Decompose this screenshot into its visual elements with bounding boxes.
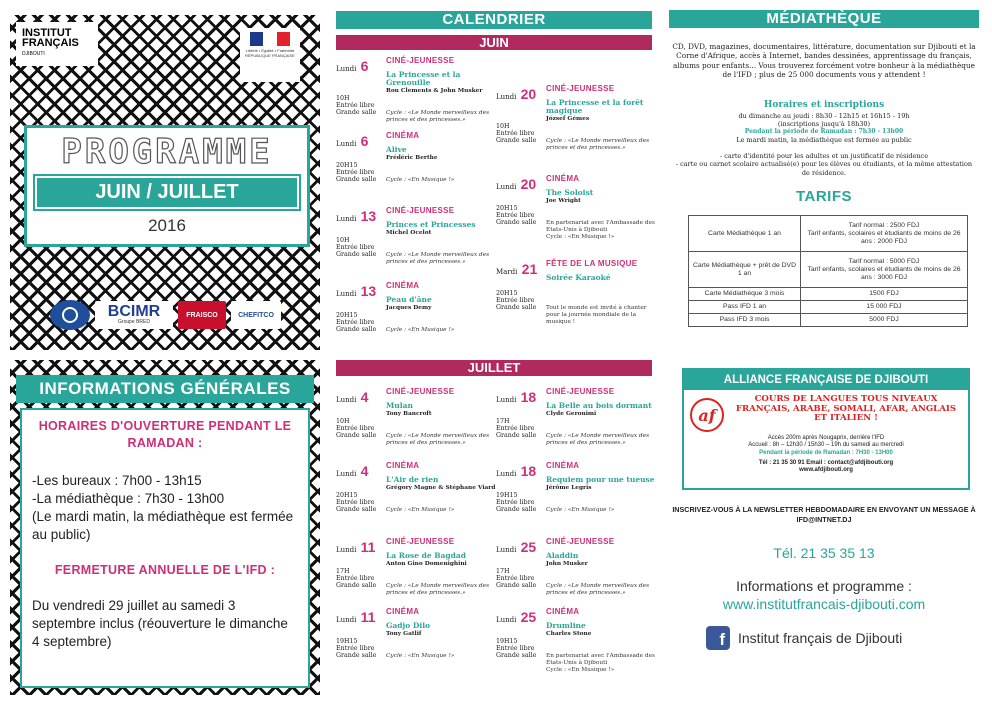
event-title: La Rose de Bagdad (386, 551, 467, 560)
event-category: CINÉ-JEUNESSE (546, 387, 615, 396)
event-title: La Princesse et la forêt magique (546, 98, 644, 115)
logo-line2: FRANÇAIS (22, 37, 79, 49)
event-category: CINÉ-JEUNESSE (546, 84, 615, 93)
event-time-place: 17H Entrée libre Grande salle (336, 568, 377, 589)
alliance-logo: af (690, 398, 724, 432)
event-time-place: 20H15 Entrée libre Grande salle (336, 162, 377, 183)
event-time-place: 10H Entrée libre Grande salle (336, 237, 377, 258)
sponsor-bcimr-name: BCIMR (107, 303, 161, 320)
event-category: CINÉ-JEUNESSE (386, 56, 455, 65)
event-date (336, 58, 384, 74)
event-date (496, 609, 544, 625)
event-director: Jérôme Legris (546, 485, 592, 491)
event-date (336, 539, 384, 555)
event-day-number: 13 (360, 208, 377, 224)
institut-francais-logo (16, 22, 98, 66)
event-juin-4 (496, 85, 656, 155)
facebook-icon: f (706, 626, 730, 650)
event-director: Jacques Demy (386, 305, 432, 311)
event-day: Lundi (496, 616, 517, 624)
hours-body (672, 112, 976, 177)
office-hours: -Les bureaux : 7h00 - 13h15 (32, 473, 202, 488)
event-juillet-1 (336, 462, 496, 532)
event-director: Clyde Geronimi (546, 411, 597, 417)
tarif-price: 15 000 FDJ (801, 301, 968, 314)
event-category: CINÉMA (386, 461, 420, 470)
website-link[interactable]: www.institutfrancais-djibouti.com (722, 596, 926, 612)
event-date (336, 208, 384, 224)
event-cycle: Cycle : «Le Monde merveilleux des princes et des princesses.» (386, 110, 490, 123)
event-juillet-2 (336, 538, 496, 608)
tarif-price: Tarif normal : 5000 FDJ Tarif enfants, scolaires et étudiants de moins de 26 ans : 3000 FDJ (801, 252, 968, 288)
event-cycle: En partenariat avec l'Ambassade des États-Unis à Djibouti Cycle : «En Musique !» (546, 653, 656, 673)
event-category: CINÉMA (546, 607, 580, 616)
event-day-number: 25 (520, 609, 537, 625)
ramadan-title: HORAIRES D'OUVERTURE PENDANT LE RAMADAN : (38, 419, 292, 450)
event-category: CINÉ-JEUNESSE (386, 206, 455, 215)
event-date (496, 463, 544, 479)
event-day-number: 18 (520, 389, 537, 405)
rf-text: Liberté • Égalité • Fraternité RÉPUBLIQUE FRANÇAISE (245, 48, 295, 58)
event-title: La Princesse et la Grenouille (386, 70, 461, 87)
event-juillet-4 (496, 388, 656, 458)
event-day-number: 4 (360, 463, 369, 479)
event-juin-3 (336, 282, 496, 352)
event-title: Princes et Princesses (386, 220, 476, 229)
event-title: Drumline (546, 621, 586, 630)
event-time-place: 20H15 Entrée libre Grande salle (496, 290, 537, 311)
event-day: Lundi (496, 183, 517, 191)
newsletter-text: INSCRIVEZ-VOUS À LA NEWSLETTER HEBDOMADAIRE EN ENVOYANT UN MESSAGE À IFD@INTNET.DJ (672, 505, 976, 524)
event-title: Peau d'âne (386, 295, 432, 304)
event-day: Lundi (336, 215, 357, 223)
sponsor-chefitco: CHEFITCO (231, 301, 281, 329)
event-day-number: 11 (360, 609, 376, 625)
event-time-place: 17H Entrée libre Grande salle (496, 418, 537, 439)
event-date (496, 389, 544, 405)
event-title: L'Air de rien (386, 475, 439, 484)
hours-line1: du dimanche au jeudi : 8h30 - 12h15 et 16h15 - 19h (738, 112, 910, 120)
event-title: Soirée Karaoké (546, 273, 611, 282)
sponsor-bcimr (95, 301, 173, 329)
event-time-place: 19H15 Entrée libre Grande salle (336, 638, 377, 659)
facebook-link[interactable] (706, 625, 976, 651)
sponsor-logos (50, 300, 295, 330)
logo-line1: INSTITUT (22, 27, 72, 39)
event-time-place: 19H15 Entrée libre Grande salle (496, 492, 537, 513)
event-day-number: 20 (520, 176, 537, 192)
info-body (20, 408, 310, 688)
sponsor-bred: Groupe BRED (118, 319, 150, 325)
mediatheque-header: MÉDIATHÈQUE (669, 10, 979, 28)
event-director: John Musker (546, 561, 588, 567)
event-day-number: 4 (360, 389, 369, 405)
event-day: Lundi (336, 290, 357, 298)
calendar-header: CALENDRIER (336, 11, 652, 29)
event-day: Lundi (336, 546, 357, 554)
tuesday-closing: (Le mardi matin, la médiathèque est fermée au public) (32, 509, 294, 542)
alliance-courses: COURS DE LANGUES TOUS NIVEAUX FRANÇAIS, ARABE, SOMALI, AFAR, ANGLAIS ET ITALIEN ! (735, 394, 957, 423)
event-day-number: 25 (520, 539, 537, 555)
event-cycle: Cycle : «Le Monde merveilleux des princes et des princesses.» (546, 583, 650, 596)
tarif-price: 5000 FDJ (801, 314, 968, 327)
hours-tuesday: Le mardi matin, la médiathèque est fermée au public (736, 136, 912, 145)
event-cycle: Cycle : «Le Monde merveilleux des princes et des princesses.» (386, 583, 490, 596)
event-day: Lundi (496, 396, 517, 404)
alliance-francaise-box (682, 368, 970, 490)
event-cycle: Cycle : «Le Monde merveilleux des princes et des princesses.» (386, 433, 490, 446)
event-director: Joe Wright (546, 198, 581, 204)
event-juin-6 (496, 260, 656, 330)
event-title: Aladdin (546, 551, 579, 560)
event-cycle: Tout le monde est invité à chanter pour la journée mondiale de la musique ! (546, 305, 647, 325)
event-juin-5 (496, 175, 656, 245)
event-cycle: En partenariat avec l'Ambassade des États-Unis à Djibouti Cycle : «En Musique !» (546, 220, 656, 240)
annual-closing-text: Du vendredi 29 juillet au samedi 3 septembre inclus (réouverture le dimanche 4 septembre) (32, 598, 288, 649)
event-day-number: 6 (360, 133, 369, 149)
mediatheque-intro: CD, DVD, magazines, documentaires, littérature, documentation sur Djibouti et la Corne d'Afrique, accès à Internet, bandes dessinées, apprentissage du français, albums pour enfants... Vous trouverez forcément votre bonheur à la médiathèque de l'IFD ; plus de 25 000 documents vous y attendent ! (672, 42, 976, 80)
event-category: CINÉMA (386, 281, 420, 290)
event-director: Michel Ocelot (386, 230, 432, 236)
event-day: Lundi (336, 470, 357, 478)
french-flag-icon (250, 32, 290, 46)
event-day: Lundi (496, 93, 517, 101)
event-day: Mardi (496, 268, 518, 276)
event-director: Anton Gino Domenighini (386, 561, 467, 567)
event-director: Tony Bancroft (386, 411, 432, 417)
event-juin-1 (336, 132, 496, 202)
event-title: La Belle au bois dormant (546, 401, 652, 410)
event-juillet-6 (496, 538, 656, 608)
logo-line3: DJIBOUTI (22, 51, 45, 57)
info-label: Informations et programme : (736, 578, 912, 594)
event-category: CINÉMA (386, 607, 420, 616)
event-category: FÊTE DE LA MUSIQUE (546, 259, 638, 268)
tarif-label: Pass IFD 1 an (689, 301, 801, 314)
event-juillet-3 (336, 608, 496, 678)
tarif-row (689, 252, 968, 288)
event-time-place: 10H Entrée libre Grande salle (496, 123, 537, 144)
programme-year: 2016 (148, 216, 186, 235)
info-header: INFORMATIONS GÉNÉRALES (16, 375, 314, 403)
mediatheque-hours: -La médiathèque : 7h30 - 13h00 (32, 491, 225, 506)
programme-title: PROGRAMME (61, 132, 273, 172)
event-day-number: 20 (520, 86, 537, 102)
event-cycle: Cycle : «Le Monde merveilleux des princes et des princesses.» (386, 252, 490, 265)
tarif-price: 1500 FDJ (801, 288, 968, 301)
event-cycle: Cycle : «En Musique !» (386, 653, 455, 659)
event-time-place: 20H15 Entrée libre Grande salle (336, 492, 377, 513)
event-time-place: 17H Entrée libre Grande salle (496, 568, 537, 589)
event-juillet-5 (496, 462, 656, 532)
tarif-label: Carte Médiathèque 3 mois (689, 288, 801, 301)
phone-number: Tél. 21 35 35 13 (773, 545, 875, 561)
event-date (496, 86, 544, 102)
docs-line2: - carte ou carnet scolaire actualisé(e) pour les élèves ou étudiants, et la même attestation de résidence. (675, 160, 973, 177)
programme-months: JUIN / JUILLET (35, 176, 299, 209)
sponsor-fraisco: FRAISCO (178, 301, 226, 329)
alliance-ramadan: Pendant la période de Ramadan : 7H30 - 13H00 (759, 449, 893, 456)
tarif-price: Tarif normal : 2500 FDJ Tarif enfants, scolaires et étudiants de moins de 26 ans : 2000 FDJ (801, 216, 968, 252)
republique-francaise-logo (240, 28, 300, 82)
event-time-place: 20H15 Entrée libre Grande salle (336, 312, 377, 333)
alliance-contact: Tél : 21 35 30 91 Email : contact@afdjibouti.org (758, 459, 894, 466)
event-cycle: Cycle : «En Musique !» (386, 507, 455, 513)
event-date (336, 283, 384, 299)
event-day: Lundi (496, 546, 517, 554)
event-day-number: 13 (360, 283, 377, 299)
event-time-place: 10H Entrée libre Grande salle (336, 418, 377, 439)
event-category: CINÉMA (546, 174, 580, 183)
tarif-row (689, 301, 968, 314)
event-director: Grégory Magne & Stéphane Viard (386, 485, 496, 491)
event-director: Frédéric Berthe (386, 155, 438, 161)
event-day: Lundi (336, 396, 357, 404)
tarif-row (689, 314, 968, 327)
alliance-info (688, 435, 964, 474)
event-cycle: Cycle : «En Musique !» (546, 507, 615, 513)
event-day-number: 11 (360, 539, 376, 555)
event-day-number: 21 (521, 261, 538, 277)
tarifs-table (688, 215, 968, 327)
event-category: CINÉ-JEUNESSE (386, 387, 455, 396)
tarif-row (689, 288, 968, 301)
event-time-place: 19H15 Entrée libre Grande salle (496, 638, 537, 659)
event-day: Lundi (336, 65, 357, 73)
event-title: Requiem pour une tueuse (546, 475, 655, 484)
event-director: Ron Clements & John Musker (386, 88, 483, 94)
tarif-row (689, 216, 968, 252)
hours-ramadan: Pendant la période de Ramadan : 7h30 - 13h00 (744, 128, 904, 136)
event-date (336, 609, 384, 625)
alliance-web: www.afdjibouti.org (799, 467, 853, 474)
event-director: Tony Gatlif (386, 631, 422, 637)
annual-closing-title: FERMETURE ANNUELLE DE L'IFD : (54, 563, 276, 577)
event-date (496, 261, 544, 277)
event-category: CINÉ-JEUNESSE (386, 537, 455, 546)
alliance-reception: Accueil : 8h – 12h30 / 15h30 – 19h du samedi au mercredi (748, 442, 904, 449)
event-day: Lundi (496, 470, 517, 478)
event-juillet-0 (336, 388, 496, 458)
month-juillet: JUILLET (336, 360, 652, 376)
event-juin-0 (336, 57, 496, 127)
programme-title-box (24, 125, 310, 247)
alliance-access: Accès 200m après Nougaprix, derrière l'IFD (767, 435, 885, 441)
event-date (336, 389, 384, 405)
event-date (336, 133, 384, 149)
docs-line1: - carte d'identité pour les adultes et un justificatif de résidence (719, 152, 929, 161)
event-cycle: Cycle : «Le Monde merveilleux des princes et des princesses.» (546, 138, 650, 151)
hours-title: Horaires et inscriptions (763, 100, 885, 110)
tarif-label: Pass IFD 3 mois (689, 314, 801, 327)
event-juillet-7 (496, 608, 656, 678)
alliance-header: ALLIANCE FRANÇAISE DE DJIBOUTI (684, 370, 968, 390)
event-cycle: Cycle : «Le Monde merveilleux des princes et des princesses.» (546, 433, 650, 446)
event-time-place: 10H Entrée libre Grande salle (336, 95, 377, 116)
facebook-label: Institut français de Djibouti (738, 630, 903, 646)
event-day: Lundi (336, 140, 357, 148)
event-cycle: Cycle : «En Musique !» (386, 327, 455, 333)
police-logo (50, 300, 90, 330)
event-category: CINÉ-JEUNESSE (546, 537, 615, 546)
event-date (336, 463, 384, 479)
event-category: CINÉMA (386, 131, 420, 140)
tarif-label: Carte Médiathèque 1 an (689, 216, 801, 252)
event-day-number: 18 (520, 463, 537, 479)
event-time-place: 20H15 Entrée libre Grande salle (496, 205, 537, 226)
tarif-label: Carte Médiathèque + prêt de DVD 1 an (689, 252, 801, 288)
event-title: Alive (386, 145, 407, 154)
event-director: Charles Stone (546, 631, 592, 637)
hours-line2: (inscriptions jusqu'à 18h30) (777, 120, 871, 129)
event-date (496, 539, 544, 555)
event-day: Lundi (336, 616, 357, 624)
event-title: Mulan (386, 401, 413, 410)
event-date (496, 176, 544, 192)
event-juin-2 (336, 207, 496, 277)
event-cycle: Cycle : «En Musique !» (386, 177, 455, 183)
event-director: József Gémes (546, 116, 590, 122)
event-title: The Soloist (546, 188, 594, 197)
event-day-number: 6 (360, 58, 369, 74)
tarifs-title: TARIFS (795, 188, 853, 205)
event-category: CINÉMA (546, 461, 580, 470)
month-juin: JUIN (336, 35, 652, 50)
event-title: Gadjo Dilo (386, 621, 431, 630)
